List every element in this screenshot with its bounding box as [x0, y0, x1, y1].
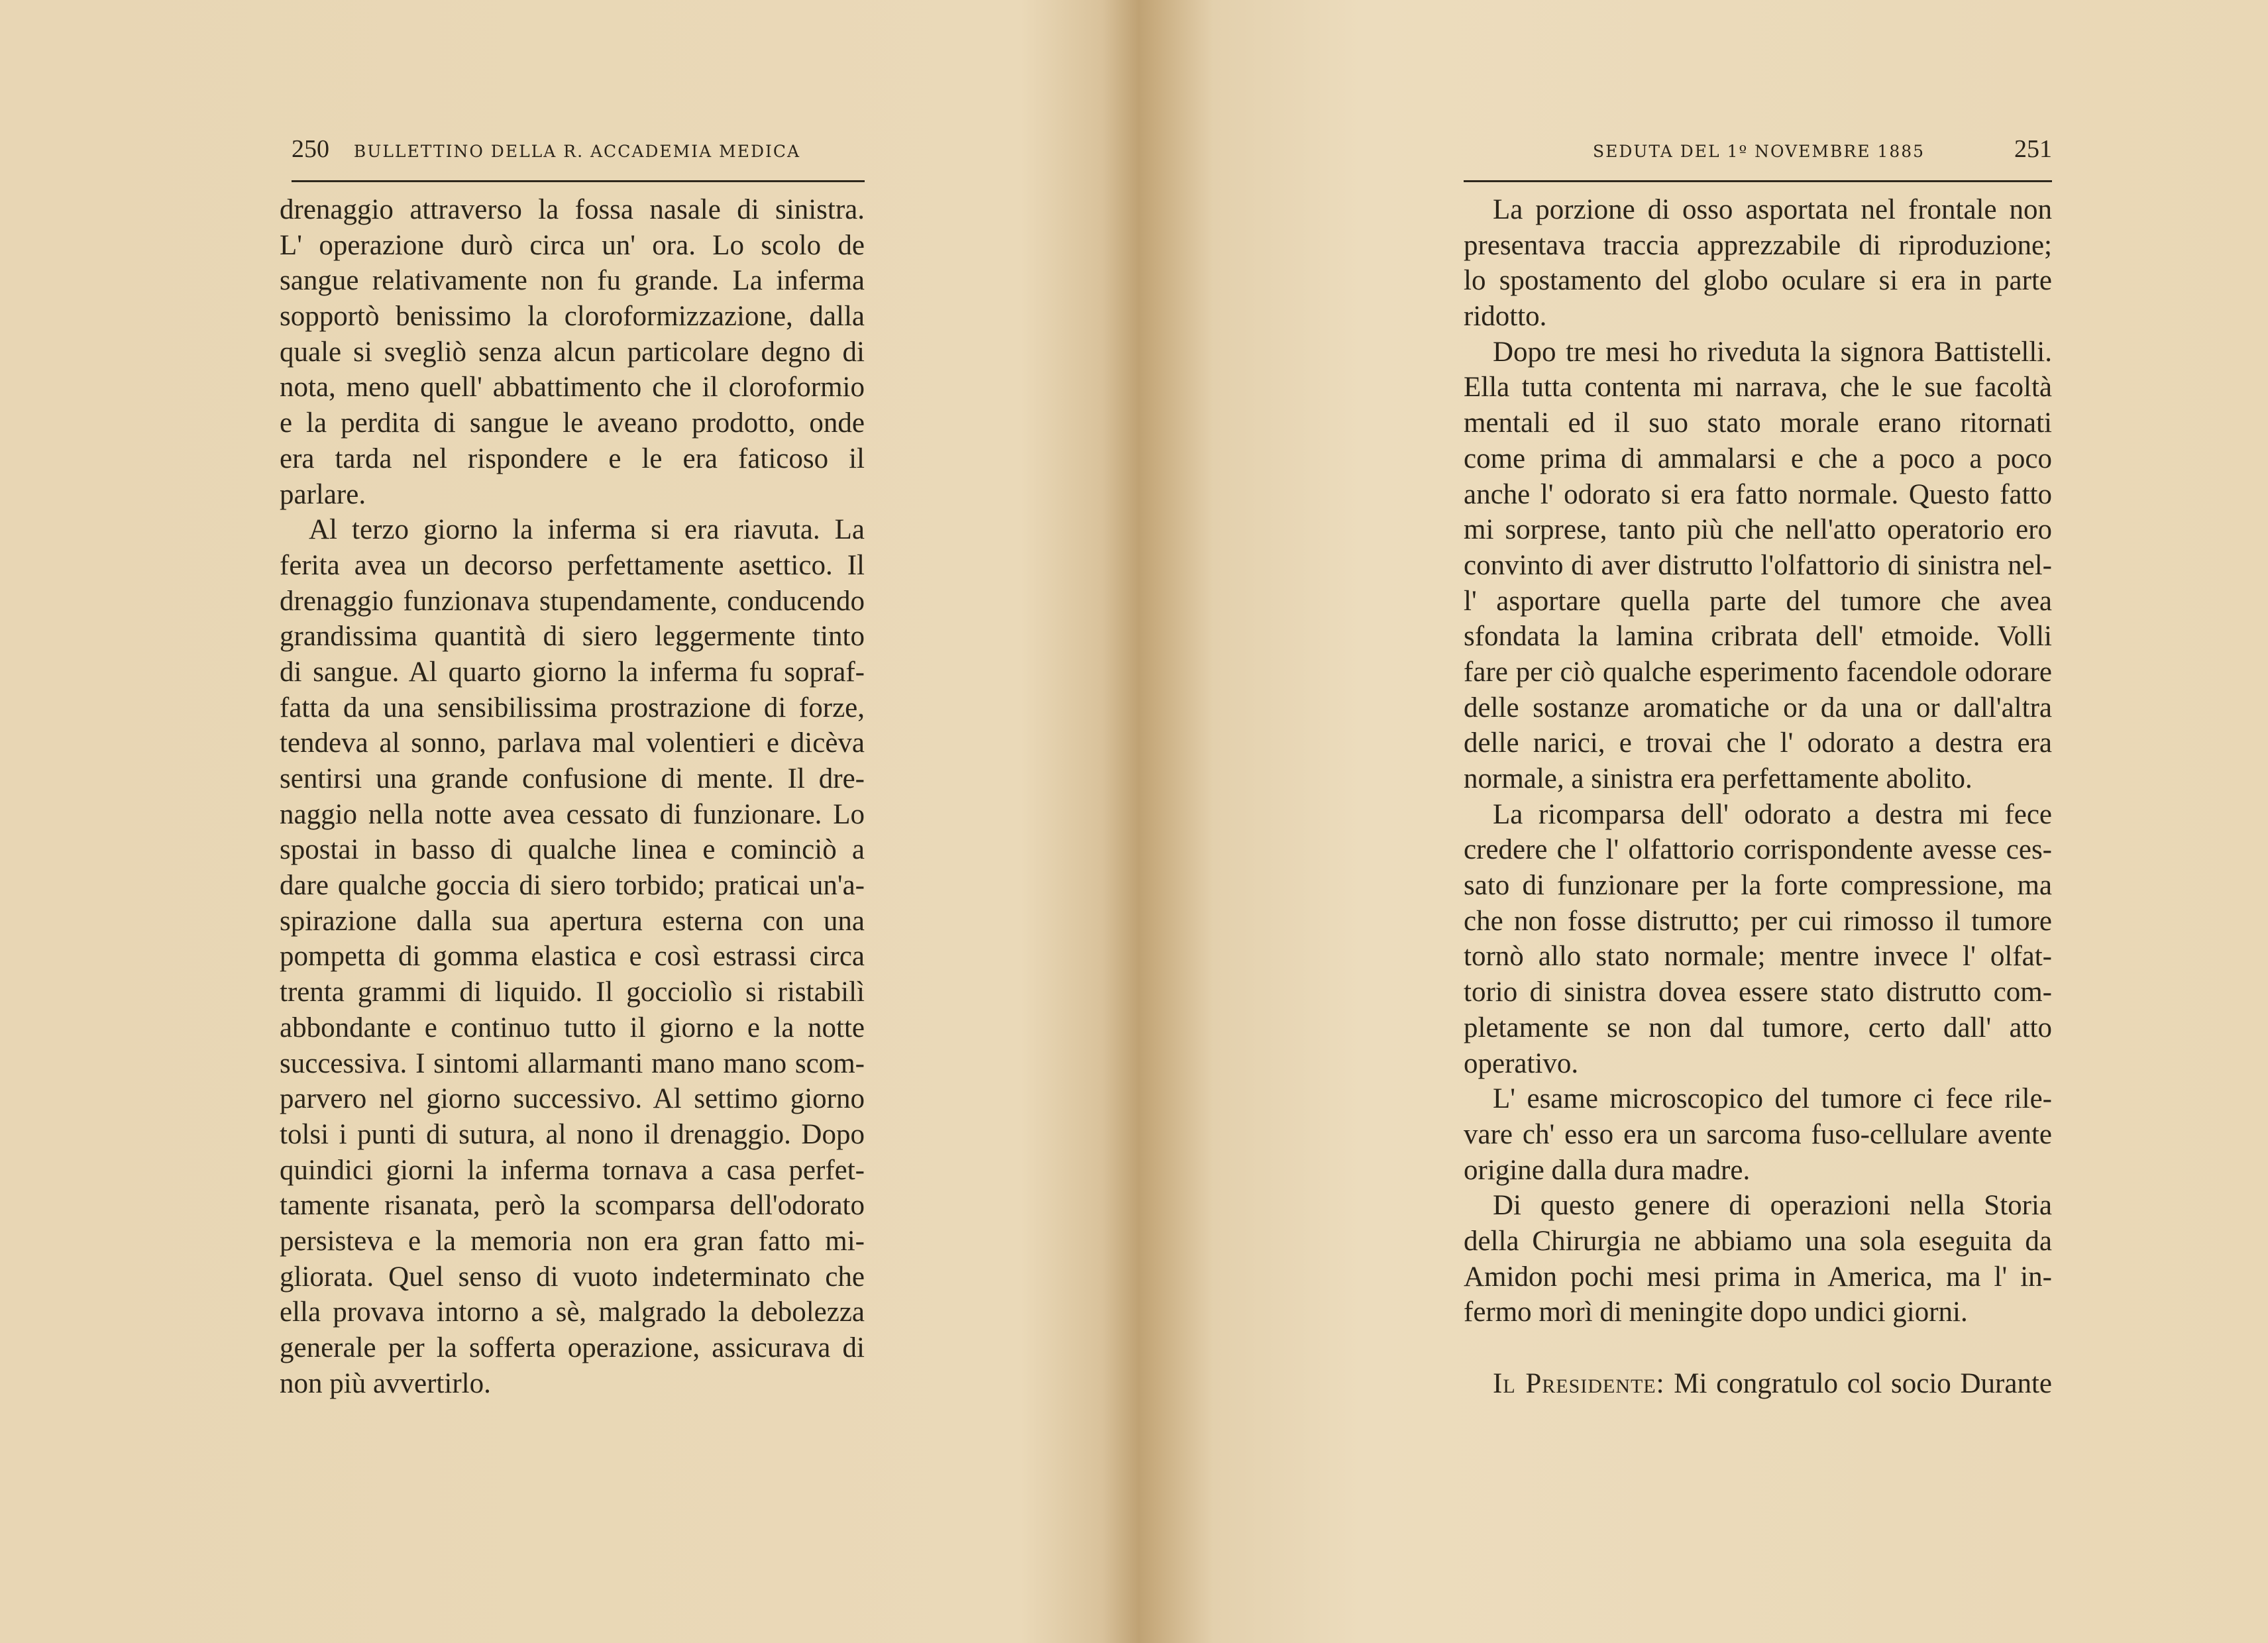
- text-line: origine dalla dura madre.: [1464, 1154, 1751, 1186]
- text-line: pletamente se non dal tumore, certo dall' atto: [1464, 1012, 2052, 1043]
- text-line: trenta grammi di liquido. Il gocciolìo si ristabilì: [280, 977, 865, 1008]
- text-line: l' asportare quella parte del tumore che avea: [1464, 585, 2052, 617]
- text-line: parlare.: [280, 478, 366, 510]
- text-line: mentali ed il suo stato morale erano ritornati: [1464, 407, 2052, 439]
- text-line: fare per ciò qualche esperimento facendole odorare: [1464, 656, 2052, 688]
- text-line: fermo morì di meningite dopo undici giorni.: [1464, 1297, 1968, 1328]
- text-line: di sangue. Al quarto giorno la inferma fu sopraf-: [280, 656, 865, 688]
- text-line: Di questo genere di operazioni nella Storia: [1493, 1190, 2052, 1222]
- text-line: generale per la sofferta operazione, assicurava di: [280, 1332, 865, 1363]
- right-page: [1134, 0, 2268, 1643]
- text-line: drenaggio attraverso la fossa nasale di sinistra.: [280, 194, 865, 225]
- right-running-head: [1464, 134, 2052, 164]
- left-header-rule: [292, 180, 865, 182]
- text-line: gliorata. Quel senso di vuoto indeterminato che: [280, 1261, 865, 1293]
- text-line: sato di funzionare per la forte compressione, ma: [1464, 870, 2052, 902]
- president-line: [1464, 1366, 2052, 1402]
- text-line: sfondata la lamina cribrata dell' etmoide. Volli: [1464, 621, 2052, 653]
- text-line: credere che l' olfattorio corrispondente avesse ces-: [1464, 834, 2052, 866]
- text-line: successiva. I sintomi allarmanti mano mano scom-: [280, 1047, 865, 1079]
- text-line: drenaggio funzionava stupendamente, conducendo: [280, 585, 865, 617]
- text-line: vare ch' esso era un sarcoma fuso-cellulare avente: [1464, 1118, 2052, 1150]
- left-running-title: BULLETTINO DELLA R. ACCADEMIA MEDICA: [353, 142, 801, 161]
- right-header-rule: [1464, 180, 2052, 182]
- left-page: [0, 0, 1126, 1643]
- text-line: sentirsi una grande confusione di mente. Il dre-: [280, 763, 865, 794]
- text-line: tolsi i punti di sutura, al nono il drenaggio. Dopo: [280, 1118, 865, 1150]
- text-line: tornò allo stato normale; mentre invece l' olfat-: [1464, 941, 2052, 973]
- text-line: L' esame microscopico del tumore ci fece rile-: [1493, 1083, 2052, 1115]
- text-line: L' operazione durò circa un' ora. Lo scolo de: [280, 229, 865, 261]
- left-body-text: [280, 192, 865, 1401]
- text-line: come prima di ammalarsi e che a poco a poco: [1464, 443, 2052, 474]
- text-line: della Chirurgia ne abbiamo una sola eseguita da: [1464, 1225, 2052, 1257]
- text-line: normale, a sinistra era perfettamente abolito.: [1464, 763, 1972, 794]
- text-line: Amidon pochi mesi prima in America, ma l' in-: [1464, 1261, 2052, 1293]
- text-line: sopportò benissimo la cloroformizzazione, dalla: [280, 301, 865, 333]
- text-line: La porzione di osso asportata nel frontale non: [1493, 194, 2052, 225]
- text-line: Dopo tre mesi ho riveduta la signora Battistelli.: [1493, 336, 2052, 368]
- text-line: anche l' odorato si era fatto normale. Questo fatto: [1464, 478, 2052, 510]
- left-running-head: [292, 134, 865, 164]
- text-line: Al terzo giorno la inferma si era riavuta. La: [309, 514, 865, 546]
- text-line: presentava traccia apprezzabile di riproduzione;: [1464, 229, 2052, 261]
- text-line: torio di sinistra dovea essere stato distrutto com-: [1464, 977, 2052, 1008]
- text-line: mi sorprese, tanto più che nell'atto operatorio ero: [1464, 514, 2052, 546]
- right-page-number: 251: [2014, 135, 2052, 163]
- text-line: sangue relativamente non fu grande. La inferma: [280, 265, 865, 297]
- text-line: tamente risanata, però la scomparsa dell'odorato: [280, 1190, 865, 1222]
- text-line: nota, meno quell' abbattimento che il cloroformio: [280, 372, 865, 403]
- text-line: ferita avea un decorso perfettamente asettico. Il: [280, 549, 865, 581]
- text-line: convinto di aver distrutto l'olfattorio di sinistra nel-: [1464, 549, 2052, 581]
- right-running-title: SEDUTA DEL 1º NOVEMBRE 1885: [1592, 142, 1925, 161]
- right-body-text: [1464, 192, 2052, 1401]
- text-line: tendeva al sonno, parlava mal volentieri e dicèva: [280, 727, 865, 759]
- text-line: pompetta di gomma elastica e così estrassi circa: [280, 941, 865, 973]
- president-label: Il Presidente:: [1493, 1367, 1665, 1399]
- text-line: fatta da una sensibilissima prostrazione di forze,: [280, 692, 865, 723]
- paragraph-gap: [1464, 1330, 2052, 1366]
- text-line: che non fosse distrutto; per cui rimosso il tumore: [1464, 905, 2052, 937]
- text-line: operativo.: [1464, 1047, 1579, 1079]
- text-line: abbondante e continuo tutto il giorno e la notte: [280, 1012, 865, 1043]
- text-line: naggio nella notte avea cessato di funzionare. Lo: [280, 798, 865, 830]
- president-text: Mi congratulo col socio Durante: [1674, 1367, 2052, 1399]
- text-line: grandissima quantità di siero leggermente tinto: [280, 621, 865, 653]
- left-page-number: 250: [292, 135, 329, 163]
- text-line: La ricomparsa dell' odorato a destra mi fece: [1493, 798, 2052, 830]
- text-line: delle narici, e trovai che l' odorato a destra era: [1464, 727, 2052, 759]
- text-line: lo spostamento del globo oculare si era in parte: [1464, 265, 2052, 297]
- text-line: persisteva e la memoria non era gran fatto mi-: [280, 1225, 865, 1257]
- text-line: era tarda nel rispondere e le era faticoso il: [280, 443, 865, 474]
- text-line: non più avvertirlo.: [280, 1367, 491, 1399]
- text-line: dare qualche goccia di siero torbido; praticai un'a-: [280, 870, 865, 902]
- text-line: ella provava intorno a sè, malgrado la debolezza: [280, 1297, 865, 1328]
- text-line: quale si svegliò senza alcun particolare degno di: [280, 336, 865, 368]
- text-line: e la perdita di sangue le aveano prodotto, onde: [280, 407, 865, 439]
- text-line: ridotto.: [1464, 301, 1547, 333]
- text-line: parvero nel giorno successivo. Al settimo giorno: [280, 1083, 865, 1115]
- text-line: spirazione dalla sua apertura esterna con una: [280, 905, 865, 937]
- text-line: spostai in basso di qualche linea e cominciò a: [280, 834, 865, 866]
- text-line: delle sostanze aromatiche or da una or dall'altra: [1464, 692, 2052, 723]
- text-line: Ella tutta contenta mi narrava, che le sue facoltà: [1464, 372, 2052, 403]
- text-line: quindici giorni la inferma tornava a casa perfet-: [280, 1154, 865, 1186]
